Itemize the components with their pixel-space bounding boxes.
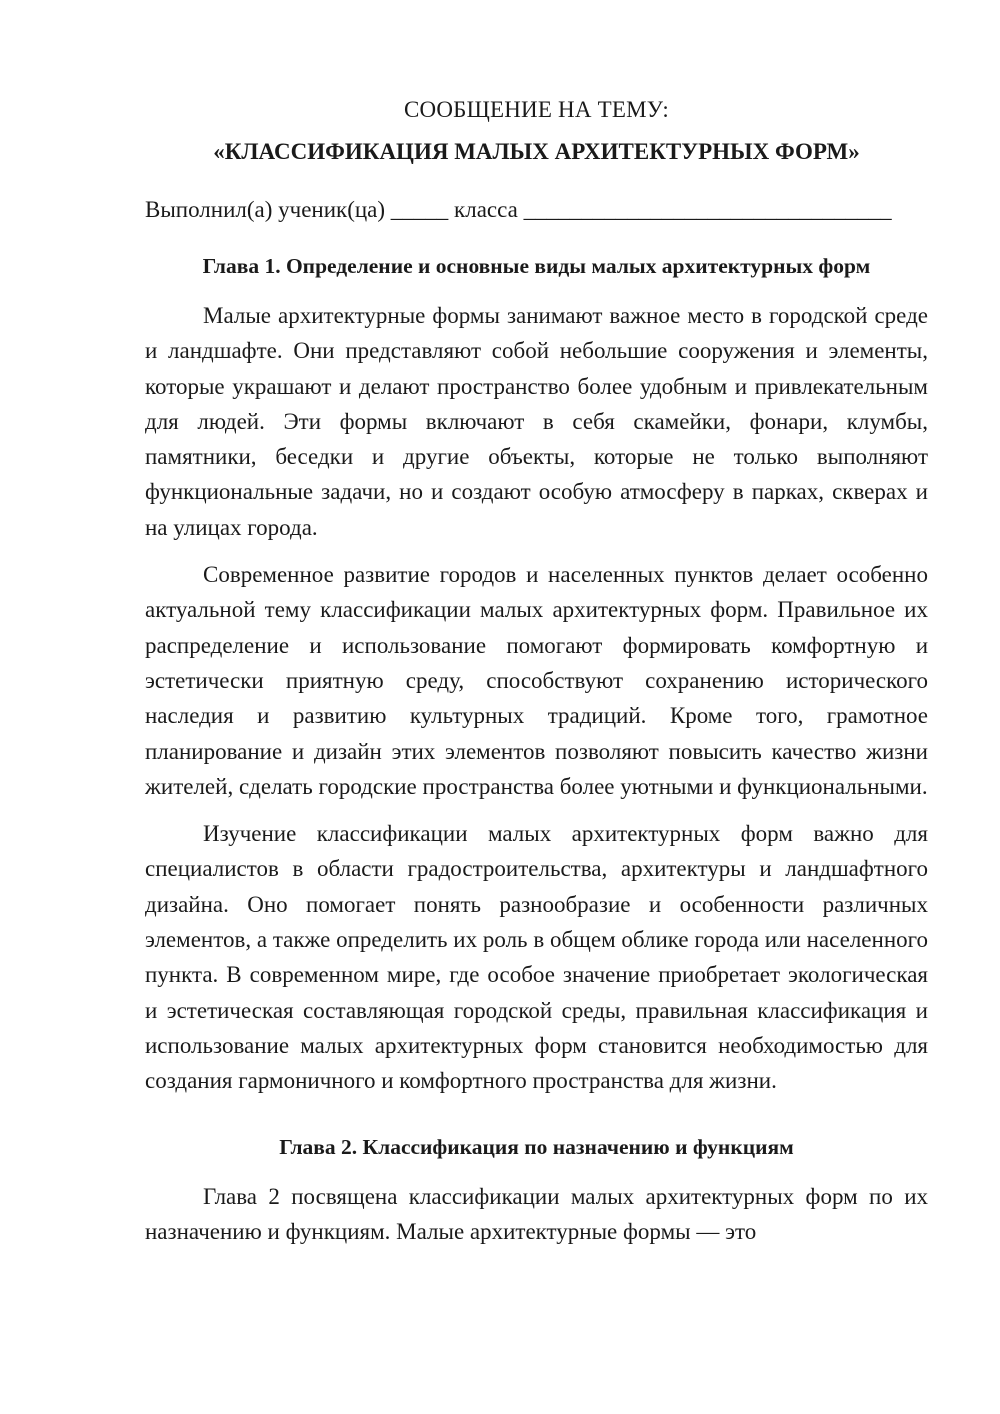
document-title: СООБЩЕНИЕ НА ТЕМУ:	[404, 97, 669, 122]
chapter-1-heading: Глава 1. Определение и основные виды малых архитектурных форм	[202, 254, 871, 278]
document-body	[145, 92, 928, 1249]
chapter-1-paragraph-3: Изучение классификации малых архитектурных форм важно для специалистов в области градостроительства, архитектуры и ландшафтного дизайна. Оно помогает понять разнообразие и особенности различных элементов, а также определить их роль в общем облике города или населенного пункта. В современном мире, где особое значение приобретает экологическая и эстетическая составляющая городской среды, правильная классификация и использование малых архитектурных форм становится необходимостью для создания гармоничного и комфортного пространства для жизни.	[145, 821, 928, 1094]
chapter-1-paragraph-1: Малые архитектурные формы занимают важное место в городской среде и ландшафте. Они представляют собой небольшие сооружения и элементы, которые украшают и делают пространство более удобным и привлекательным для людей. Эти формы включают в себя скамейки, фонари, клумбы, памятники, беседки и другие объекты, которые не только выполняют функциональные задачи, но и создают особую атмосферу в парках, скверах и на улицах города.	[145, 303, 928, 540]
document-subtitle: «КЛАССИФИКАЦИЯ МАЛЫХ АРХИТЕКТУРНЫХ ФОРМ»	[213, 139, 860, 164]
chapter-1-paragraph-2: Современное развитие городов и населенных пунктов делает особенно актуальной тему классификации малых архитектурных форм. Правильное их распределение и использование помогают формировать комфортную и эстетически приятную среду, способствуют сохранению исторического наследия и развитию культурных традиций. Кроме того, грамотное планирование и дизайн этих элементов позволяют повысить качество жизни жителей, сделать городские пространства более уютными и функциональными.	[145, 562, 928, 799]
chapter-2-heading: Глава 2. Классификация по назначению и функциям	[279, 1134, 794, 1159]
chapter-2-paragraph-1: Глава 2 посвящена классификации малых архитектурных форм по их назначению и функциям. Малые архитектурные формы — это	[145, 1183, 928, 1244]
student-info-line: Выполнил(а) ученик(ца) _____ класса ________________________________	[145, 197, 892, 222]
